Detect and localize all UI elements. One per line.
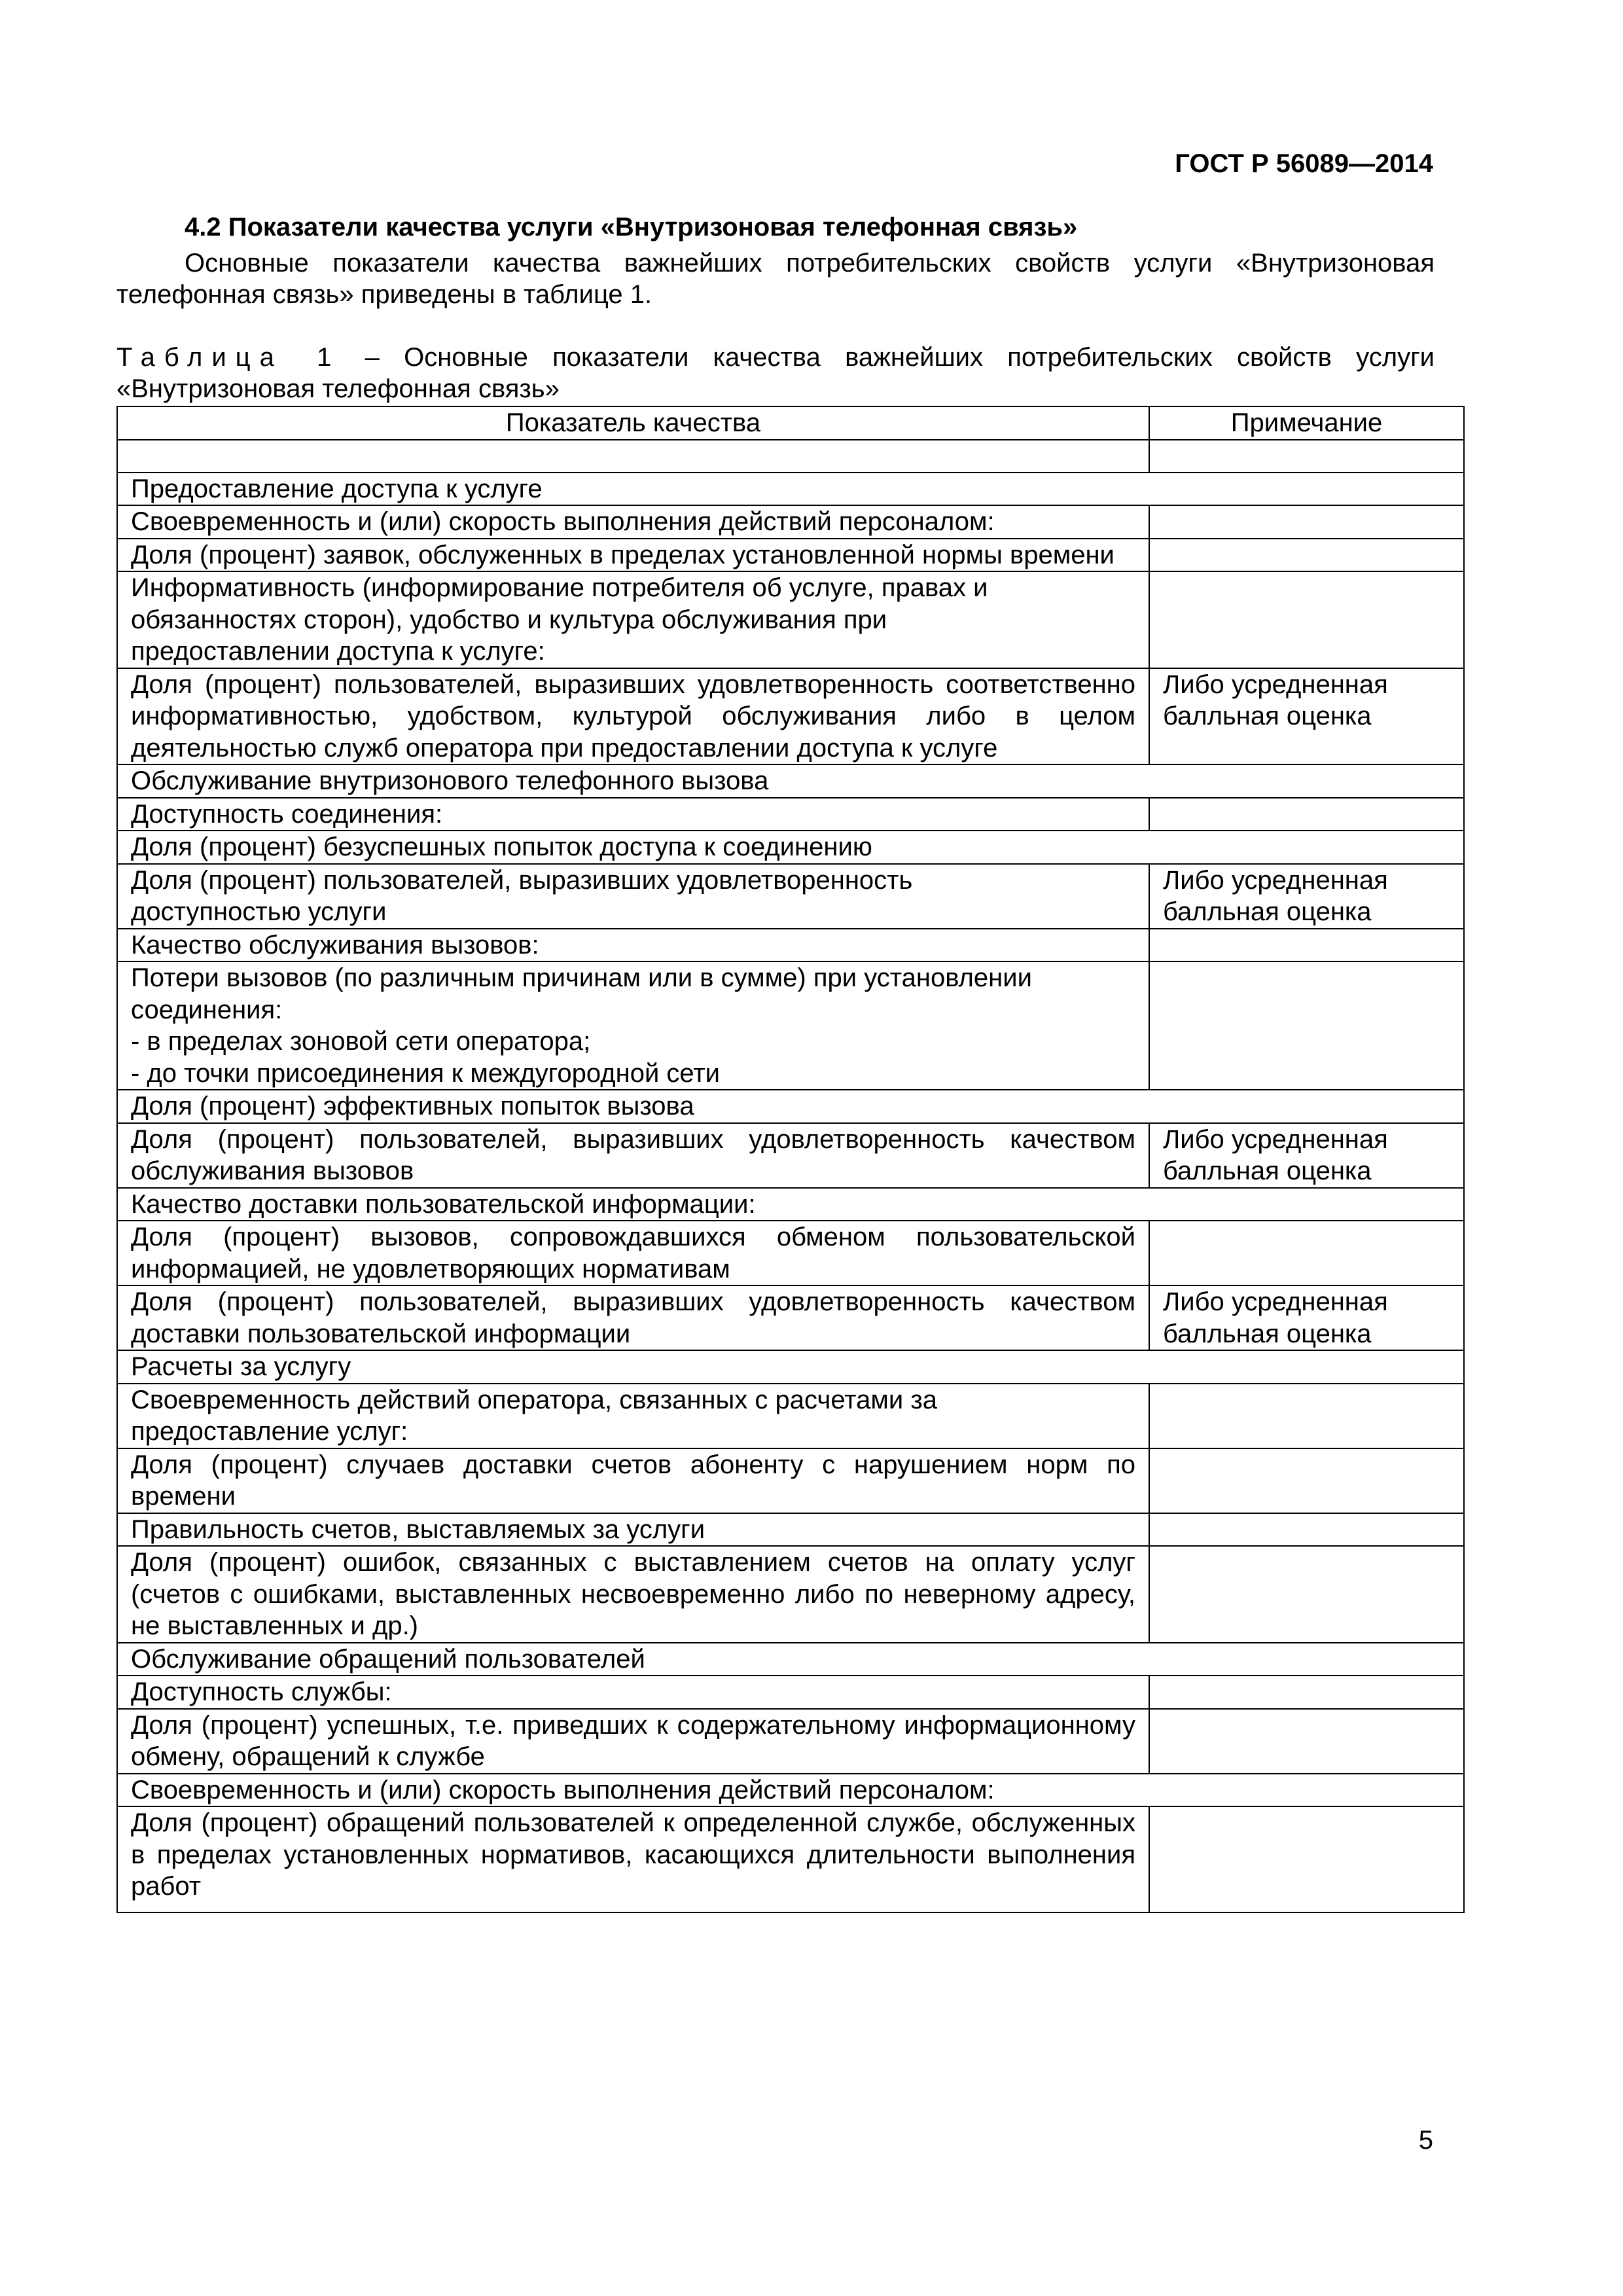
table-cell: Доля (процент) успешных, т.е. приведших к содержательному информационному обмену, обращений к службе (117, 1709, 1149, 1774)
section-intro: Основные показатели качества важнейших потребительских свойств услуги «Внутризоновая телефонная связь» приведены в таблице 1. (116, 249, 1435, 309)
page-number: 5 (1418, 2126, 1433, 2155)
table-cell: Потери вызовов (по различным причинам или в сумме) при установлении соединения: - в пределах зоновой сети оператора; - до точки присоединения к междугородной сети (117, 961, 1149, 1090)
section-title: 4.2 Показатели качества услуги «Внутризоновая телефонная связь» (185, 213, 1078, 242)
group-heading: Расчеты за услугу (117, 1350, 1464, 1384)
table-cell: Доля (процент) вызовов, сопровождавшихся обменом пользовательской информацией, не удовлетворяющих нормативам (117, 1221, 1149, 1285)
table-row (117, 961, 1464, 1090)
table-row (117, 1384, 1464, 1448)
table-cell: Доля (процент) пользователей, выразивших удовлетворенность доступностью услуги (117, 864, 1149, 929)
table-caption (116, 342, 1435, 404)
table-row (117, 539, 1464, 572)
table-cell: Доля (процент) пользователей, выразивших удовлетворенность качеством обслуживания вызовов (117, 1123, 1149, 1188)
table-row (117, 440, 1464, 473)
table-row (117, 1774, 1464, 1807)
table-cell: Своевременность действий оператора, связанных с расчетами за предоставление услуг: (117, 1384, 1149, 1448)
table-cell: Доля (процент) обращений пользователей к определенной службе, обслуженных в пределах установленных нормативов, касающихся длительности выполнения работ (117, 1806, 1149, 1912)
table-row (117, 1546, 1464, 1643)
table-row (117, 1676, 1464, 1709)
table-cell: Доля (процент) заявок, обслуженных в пределах установленной нормы времени (117, 539, 1149, 572)
table-row (117, 1221, 1464, 1285)
table-row (117, 864, 1464, 929)
table-row (117, 1643, 1464, 1676)
table-cell: Доступность соединения: (117, 798, 1149, 831)
table-cell: Доля (процент) пользователей, выразивших удовлетворенность соответственно информативностью, удобством, культурой обслуживания либо в целом деятельностью служб оператора при предоставлении доступа к услуге (117, 668, 1149, 765)
table-row (117, 831, 1464, 864)
table-row (117, 1350, 1464, 1384)
table-row (117, 798, 1464, 831)
table-row (117, 1123, 1464, 1188)
table-row (117, 571, 1464, 668)
note-cell: Либо усредненная балльная оценка (1149, 668, 1464, 765)
note-cell: Либо усредненная балльная оценка (1149, 864, 1464, 929)
table-row (117, 1188, 1464, 1221)
table-row (117, 473, 1464, 506)
table-row (117, 668, 1464, 765)
group-heading: Обслуживание внутризонового телефонного вызова (117, 764, 1464, 798)
table-row (117, 929, 1464, 962)
table-row (117, 1090, 1464, 1123)
table-row (117, 1285, 1464, 1350)
document-code: ГОСТ Р 56089—2014 (1175, 149, 1433, 178)
group-heading: Обслуживание обращений пользователей (117, 1643, 1464, 1676)
table-header-row (117, 406, 1464, 440)
table-cell: Доля (процент) пользователей, выразивших удовлетворенность качеством доставки пользовательской информации (117, 1285, 1149, 1350)
quality-indicators-table (116, 406, 1465, 1913)
table-cell: Доля (процент) безуспешных попыток доступа к соединению (117, 831, 1464, 864)
note-cell: Либо усредненная балльная оценка (1149, 1285, 1464, 1350)
group-heading: Предоставление доступа к услуге (117, 473, 1464, 506)
table-cell: Доля (процент) случаев доставки счетов абоненту с нарушением норм по времени (117, 1448, 1149, 1513)
table-cell: Правильность счетов, выставляемых за услуги (117, 1513, 1149, 1547)
table-caption-label: Таблица 1 (116, 343, 341, 372)
table-cell: Качество доставки пользовательской информации: (117, 1188, 1464, 1221)
table-cell: Доля (процент) эффективных попыток вызова (117, 1090, 1464, 1123)
table-row (117, 505, 1464, 539)
table-cell: Своевременность и (или) скорость выполнения действий персоналом: (117, 505, 1149, 539)
table-row (117, 1513, 1464, 1547)
table-cell: Доля (процент) ошибок, связанных с выставлением счетов на оплату услуг (счетов с ошибками, выставленных несвоевременно либо по неверному адресу, не выставленных и др.) (117, 1546, 1149, 1643)
note-cell: Либо усредненная балльная оценка (1149, 1123, 1464, 1188)
table-cell: Информативность (информирование потребителя об услуге, правах и обязанностях сторон), удобство и культура обслуживания при предоставлении доступа к услуге: (117, 571, 1149, 668)
table-row (117, 1806, 1464, 1912)
table-caption-text: – Основные показатели качества важнейших потребительских свойств услуги «Внутризоновая телефонная связь» (116, 343, 1435, 403)
table-cell: Своевременность и (или) скорость выполнения действий персоналом: (117, 1774, 1464, 1807)
header-indicator: Показатель качества (117, 406, 1149, 440)
table-cell: Доступность службы: (117, 1676, 1149, 1709)
table-cell: Качество обслуживания вызовов: (117, 929, 1149, 962)
table-row (117, 1709, 1464, 1774)
header-note: Примечание (1149, 406, 1464, 440)
table-row (117, 1448, 1464, 1513)
table-row (117, 764, 1464, 798)
